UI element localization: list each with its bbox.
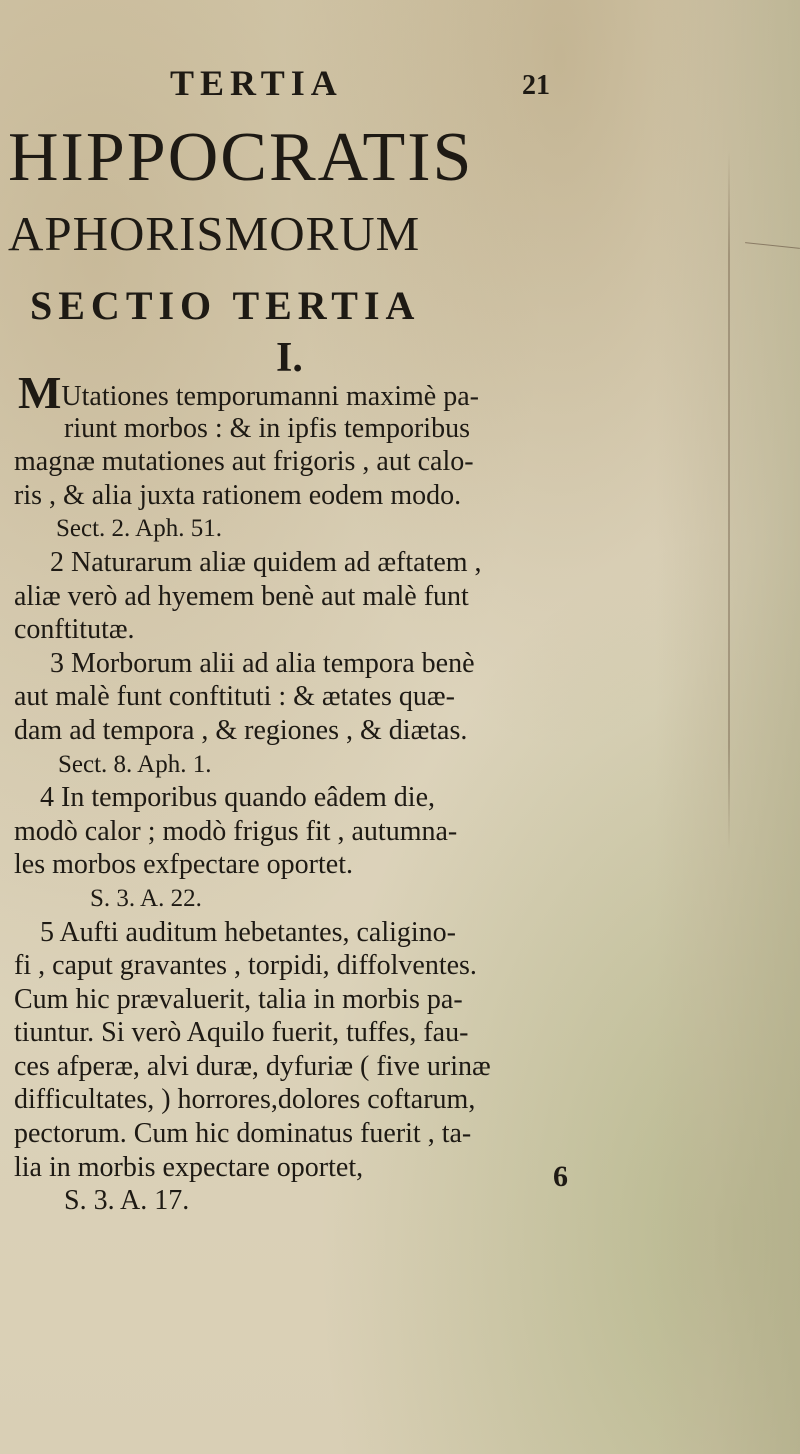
text-line: ris , & alia juxta rationem eodem modo.: [14, 479, 462, 511]
title-sectio-tertia: SECTIO TERTIA: [30, 283, 421, 328]
text-line: 2 Naturarum aliæ quidem ad æftatem ,: [50, 546, 482, 578]
page-number: 21: [522, 70, 550, 101]
text-line: aut malè funt conftituti : & ætates quæ-: [14, 681, 455, 713]
text-line: Sect. 8. Aph. 1.: [58, 750, 212, 778]
body-text: [0, 378, 720, 1218]
text-line-content: Utationes temporumanni maximè pa-: [61, 381, 479, 412]
title-hippocratis: HIPPOCRATIS: [8, 119, 474, 196]
text-line: fi , caput gravantes , torpidi, diffolventes.: [14, 950, 477, 982]
aphorism-numeral: I.: [276, 335, 303, 381]
text-line: [0, 378, 720, 412]
text-line: aliæ verò ad hyemem benè aut malè funt: [14, 580, 469, 612]
text-line: modò calor ; modò frigus fit , autumna-: [14, 815, 458, 847]
text-line: S. 3. A. 22.: [90, 884, 202, 912]
drop-cap: M: [18, 378, 62, 412]
text-line: 3 Morborum alii ad alia tempora benè: [50, 647, 475, 679]
signature-mark: 6: [553, 1160, 568, 1193]
title-aphorismorum: APHORISMORUM: [8, 206, 421, 261]
text-line: S. 3. A. 17.: [64, 1185, 190, 1217]
text-line: dam ad tempora , & regiones , & diætas.: [14, 714, 468, 746]
text-line: pectorum. Cum hic dominatus fuerit , ta-: [14, 1118, 472, 1150]
text-line: Sect. 2. Aph. 51.: [56, 515, 222, 543]
text-line: ces afperæ, alvi duræ, dyfuriæ ( five urinæ: [14, 1050, 491, 1082]
fold-line: [728, 150, 730, 850]
text-line: tiuntur. Si verò Aquilo fuerit, tuffes, fau-: [14, 1017, 469, 1049]
text-line: 4 In temporibus quando eâdem die,: [40, 782, 436, 814]
text-line: lia in morbis expectare oportet,: [14, 1151, 364, 1183]
running-head: TERTIA: [170, 63, 343, 103]
text-line: riunt morbos : & in ipfis temporibus: [64, 412, 470, 444]
text-line: les morbos exfpectare oportet.: [14, 849, 353, 881]
text-line: 5 Aufti auditum hebetantes, caligino-: [40, 916, 457, 948]
text-line: difficultates, ) horrores,dolores coftarum,: [14, 1084, 476, 1116]
text-line: conftitutæ.: [14, 614, 135, 646]
text-line: magnæ mutationes aut frigoris , aut calo-: [14, 446, 474, 478]
text-line: Cum hic prævaluerit, talia in morbis pa-: [14, 983, 463, 1015]
